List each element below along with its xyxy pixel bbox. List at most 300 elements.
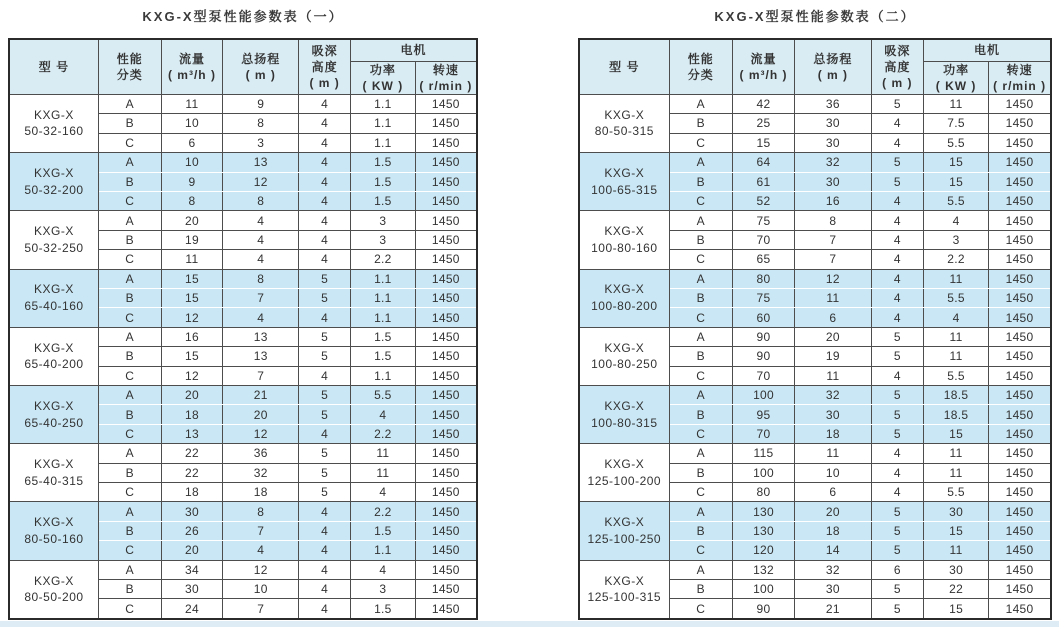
grade-cell: B [669, 288, 732, 307]
head-cell: 12 [223, 424, 299, 443]
flow-cell: 70 [732, 366, 794, 385]
power-cell: 11 [924, 444, 989, 463]
head-cell: 30 [795, 172, 871, 191]
grade-cell: C [98, 308, 161, 327]
head-cell: 6 [795, 308, 871, 327]
power-cell: 30 [924, 560, 989, 579]
power-cell: 4 [351, 560, 416, 579]
grade-cell: C [98, 424, 161, 443]
speed-cell: 1450 [989, 153, 1051, 172]
suction-cell: 5 [871, 153, 923, 172]
head-cell: 8 [223, 191, 299, 210]
speed-cell: 1450 [415, 94, 477, 113]
power-cell: 11 [924, 94, 989, 113]
flow-cell: 15 [161, 269, 223, 288]
grade-cell: C [98, 133, 161, 152]
power-cell: 3 [351, 230, 416, 249]
head-cell: 30 [795, 580, 871, 599]
flow-cell: 100 [732, 463, 794, 482]
speed-cell: 1450 [415, 521, 477, 540]
grade-cell: B [669, 114, 732, 133]
grade-cell: C [98, 599, 161, 619]
speed-cell: 1450 [415, 444, 477, 463]
grade-cell: A [98, 444, 161, 463]
flow-cell: 15 [161, 347, 223, 366]
head-cell: 4 [223, 230, 299, 249]
head-cell: 7 [795, 230, 871, 249]
model-cell: KXG-X 100-80-315 [579, 385, 669, 443]
suction-cell: 5 [299, 269, 351, 288]
power-column-header: 功率 ( KW ) [351, 61, 416, 94]
flow-cell: 100 [732, 385, 794, 404]
flow-cell: 90 [732, 599, 794, 619]
head-cell: 30 [795, 114, 871, 133]
grade-column-header: 性能 分类 [669, 39, 732, 94]
speed-cell: 1450 [415, 580, 477, 599]
grade-cell: A [669, 153, 732, 172]
speed-cell: 1450 [989, 385, 1051, 404]
suction-cell: 5 [299, 463, 351, 482]
speed-cell: 1450 [989, 483, 1051, 502]
head-cell: 36 [795, 94, 871, 113]
speed-cell: 1450 [989, 269, 1051, 288]
model-column-header: 型 号 [9, 39, 98, 94]
table-section-one [8, 0, 478, 627]
power-cell: 5.5 [924, 191, 989, 210]
head-cell: 13 [223, 347, 299, 366]
grade-cell: A [669, 502, 732, 521]
motor-column-header: 电机 [924, 39, 1051, 61]
power-cell: 4 [924, 211, 989, 230]
head-cell: 9 [223, 94, 299, 113]
head-cell: 3 [223, 133, 299, 152]
speed-cell: 1450 [415, 250, 477, 269]
speed-cell: 1450 [415, 153, 477, 172]
flow-cell: 15 [161, 288, 223, 307]
model-cell: KXG-X 100-65-315 [579, 153, 669, 211]
flow-cell: 10 [161, 114, 223, 133]
flow-cell: 132 [732, 560, 794, 579]
head-cell: 11 [795, 444, 871, 463]
suction-cell: 4 [299, 172, 351, 191]
pump-performance-table-two [578, 38, 1052, 620]
flow-cell: 20 [161, 211, 223, 230]
suction-cell: 4 [871, 366, 923, 385]
table-row [9, 560, 477, 579]
flow-cell: 130 [732, 521, 794, 540]
grade-cell: A [669, 211, 732, 230]
speed-cell: 1450 [989, 288, 1051, 307]
power-cell: 7.5 [924, 114, 989, 133]
speed-cell: 1450 [415, 327, 477, 346]
table-row [579, 211, 1051, 230]
speed-cell: 1450 [415, 172, 477, 191]
table-row [579, 269, 1051, 288]
speed-cell: 1450 [415, 424, 477, 443]
grade-cell: A [98, 385, 161, 404]
grade-cell: C [669, 133, 732, 152]
grade-cell: C [669, 366, 732, 385]
head-cell: 7 [223, 288, 299, 307]
grade-cell: B [669, 521, 732, 540]
suction-cell: 6 [871, 560, 923, 579]
power-cell: 1.5 [351, 347, 416, 366]
power-cell: 1.5 [351, 327, 416, 346]
suction-cell: 4 [299, 230, 351, 249]
flow-cell: 70 [732, 230, 794, 249]
suction-cell: 4 [871, 114, 923, 133]
flow-cell: 120 [732, 541, 794, 560]
speed-cell: 1450 [989, 250, 1051, 269]
head-cell: 18 [795, 424, 871, 443]
speed-cell: 1450 [989, 502, 1051, 521]
power-cell: 1.1 [351, 269, 416, 288]
head-cell: 30 [795, 133, 871, 152]
model-cell: KXG-X 125-100-200 [579, 444, 669, 502]
speed-cell: 1450 [415, 385, 477, 404]
model-cell: KXG-X 80-50-315 [579, 94, 669, 152]
speed-cell: 1450 [989, 172, 1051, 191]
power-cell: 4 [351, 405, 416, 424]
speed-cell: 1450 [989, 521, 1051, 540]
speed-cell: 1450 [415, 483, 477, 502]
speed-cell: 1450 [989, 444, 1051, 463]
speed-cell: 1450 [415, 560, 477, 579]
flow-cell: 12 [161, 308, 223, 327]
head-cell: 4 [223, 308, 299, 327]
speed-cell: 1450 [989, 211, 1051, 230]
grade-cell: C [98, 483, 161, 502]
head-cell: 18 [795, 521, 871, 540]
grade-cell: A [669, 444, 732, 463]
grade-cell: B [98, 114, 161, 133]
model-cell: KXG-X 100-80-160 [579, 211, 669, 269]
grade-cell: C [669, 599, 732, 619]
table-row [579, 327, 1051, 346]
speed-cell: 1450 [415, 541, 477, 560]
model-cell: KXG-X 80-50-160 [9, 502, 98, 560]
head-cell: 4 [223, 541, 299, 560]
head-cell: 32 [795, 153, 871, 172]
flow-cell: 20 [161, 541, 223, 560]
power-cell: 5.5 [924, 133, 989, 152]
head-cell: 14 [795, 541, 871, 560]
grade-cell: A [98, 269, 161, 288]
table-row [9, 153, 477, 172]
flow-cell: 64 [732, 153, 794, 172]
suction-cell: 5 [871, 599, 923, 619]
power-cell: 1.1 [351, 133, 416, 152]
flow-cell: 60 [732, 308, 794, 327]
header-row [579, 39, 1051, 61]
head-cell: 7 [223, 599, 299, 619]
flow-cell: 61 [732, 172, 794, 191]
grade-cell: B [669, 347, 732, 366]
suction-cell: 5 [299, 347, 351, 366]
grade-cell: C [669, 541, 732, 560]
power-cell: 1.1 [351, 288, 416, 307]
flow-cell: 22 [161, 463, 223, 482]
head-cell: 32 [795, 385, 871, 404]
model-cell: KXG-X 80-50-200 [9, 560, 98, 619]
power-cell: 3 [924, 230, 989, 249]
grade-cell: B [669, 405, 732, 424]
power-cell: 11 [924, 541, 989, 560]
grade-cell: A [98, 94, 161, 113]
grade-cell: A [669, 560, 732, 579]
grade-cell: A [669, 327, 732, 346]
suction-cell: 4 [299, 308, 351, 327]
head-cell: 16 [795, 191, 871, 210]
power-cell: 11 [924, 463, 989, 482]
speed-cell: 1450 [415, 191, 477, 210]
motor-column-header: 电机 [351, 39, 477, 61]
flow-cell: 75 [732, 211, 794, 230]
grade-cell: A [98, 153, 161, 172]
power-cell: 1.1 [351, 541, 416, 560]
suction-cell: 5 [299, 405, 351, 424]
model-column-header: 型 号 [579, 39, 669, 94]
speed-cell: 1450 [989, 366, 1051, 385]
grade-cell: B [98, 347, 161, 366]
grade-cell: A [669, 269, 732, 288]
grade-cell: B [98, 405, 161, 424]
head-cell: 32 [795, 560, 871, 579]
speed-cell: 1450 [415, 366, 477, 385]
flow-cell: 26 [161, 521, 223, 540]
flow-cell: 24 [161, 599, 223, 619]
table-row [579, 502, 1051, 521]
head-cell: 11 [795, 366, 871, 385]
head-cell: 7 [223, 521, 299, 540]
speed-cell: 1450 [989, 463, 1051, 482]
grade-cell: B [98, 463, 161, 482]
flow-cell: 18 [161, 405, 223, 424]
suction-cell: 4 [299, 133, 351, 152]
flow-cell: 65 [732, 250, 794, 269]
grade-cell: B [98, 521, 161, 540]
speed-cell: 1450 [989, 599, 1051, 619]
speed-cell: 1450 [415, 347, 477, 366]
flow-cell: 6 [161, 133, 223, 152]
flow-cell: 42 [732, 94, 794, 113]
head-cell: 21 [223, 385, 299, 404]
head-cell: 7 [795, 250, 871, 269]
grade-column-header: 性能 分类 [98, 39, 161, 94]
table-row [9, 211, 477, 230]
power-cell: 1.5 [351, 153, 416, 172]
power-cell: 15 [924, 153, 989, 172]
flow-cell: 75 [732, 288, 794, 307]
table-row [9, 327, 477, 346]
suction-cell: 5 [299, 288, 351, 307]
grade-cell: C [669, 308, 732, 327]
flow-cell: 16 [161, 327, 223, 346]
suction-column-header: 吸深 高度 ( m ) [299, 39, 351, 94]
suction-cell: 5 [871, 385, 923, 404]
head-column-header: 总扬程 ( m ) [223, 39, 299, 94]
speed-cell: 1450 [989, 133, 1051, 152]
power-column-header: 功率 ( KW ) [924, 61, 989, 94]
grade-cell: C [98, 541, 161, 560]
power-cell: 1.5 [351, 191, 416, 210]
power-cell: 15 [924, 521, 989, 540]
suction-cell: 4 [299, 541, 351, 560]
flow-cell: 11 [161, 94, 223, 113]
speed-cell: 1450 [989, 230, 1051, 249]
suction-cell: 5 [299, 385, 351, 404]
head-cell: 12 [223, 560, 299, 579]
power-cell: 15 [924, 424, 989, 443]
head-cell: 32 [223, 463, 299, 482]
power-cell: 1.5 [351, 599, 416, 619]
suction-cell: 5 [871, 502, 923, 521]
flow-cell: 13 [161, 424, 223, 443]
suction-cell: 4 [299, 560, 351, 579]
suction-cell: 4 [299, 250, 351, 269]
grade-cell: A [98, 327, 161, 346]
grade-cell: B [98, 288, 161, 307]
head-cell: 4 [223, 250, 299, 269]
suction-cell: 5 [299, 327, 351, 346]
flow-cell: 9 [161, 172, 223, 191]
suction-cell: 5 [871, 172, 923, 191]
head-cell: 20 [795, 327, 871, 346]
flow-cell: 19 [161, 230, 223, 249]
flow-cell: 52 [732, 191, 794, 210]
grade-cell: A [669, 385, 732, 404]
speed-cell: 1450 [989, 94, 1051, 113]
power-cell: 15 [924, 599, 989, 619]
suction-cell: 4 [871, 308, 923, 327]
suction-cell: 4 [299, 94, 351, 113]
flow-cell: 90 [732, 327, 794, 346]
model-cell: KXG-X 65-40-315 [9, 444, 98, 502]
table-row [9, 269, 477, 288]
speed-cell: 1450 [415, 502, 477, 521]
suction-cell: 4 [299, 191, 351, 210]
speed-cell: 1450 [989, 114, 1051, 133]
speed-cell: 1450 [989, 541, 1051, 560]
power-cell: 2.2 [351, 502, 416, 521]
head-cell: 20 [795, 502, 871, 521]
power-cell: 11 [351, 463, 416, 482]
grade-cell: C [98, 250, 161, 269]
power-cell: 5.5 [924, 288, 989, 307]
table-row [579, 385, 1051, 404]
model-cell: KXG-X 100-80-250 [579, 327, 669, 385]
pump-performance-table-one [8, 38, 478, 620]
suction-cell: 4 [299, 366, 351, 385]
power-cell: 2.2 [351, 250, 416, 269]
flow-column-header: 流量 ( m³/h ) [161, 39, 223, 94]
head-cell: 4 [223, 211, 299, 230]
speed-cell: 1450 [415, 133, 477, 152]
grade-cell: B [98, 230, 161, 249]
table-two-title: KXG-X型泵性能参数表（二） [714, 9, 916, 24]
grade-cell: A [98, 502, 161, 521]
flow-cell: 80 [732, 483, 794, 502]
power-cell: 11 [924, 347, 989, 366]
suction-column-header: 吸深 高度 ( m ) [871, 39, 923, 94]
suction-cell: 5 [871, 580, 923, 599]
table-row [9, 385, 477, 404]
power-cell: 1.5 [351, 172, 416, 191]
grade-cell: C [669, 191, 732, 210]
head-cell: 8 [223, 502, 299, 521]
head-cell: 20 [223, 405, 299, 424]
grade-cell: B [98, 580, 161, 599]
suction-cell: 4 [871, 463, 923, 482]
power-cell: 15 [924, 172, 989, 191]
grade-cell: C [669, 424, 732, 443]
head-cell: 7 [223, 366, 299, 385]
model-cell: KXG-X 50-32-200 [9, 153, 98, 211]
flow-cell: 8 [161, 191, 223, 210]
model-cell: KXG-X 65-40-250 [9, 385, 98, 443]
suction-cell: 4 [299, 424, 351, 443]
power-cell: 4 [351, 483, 416, 502]
speed-cell: 1450 [989, 560, 1051, 579]
table-row [9, 502, 477, 521]
head-cell: 8 [223, 269, 299, 288]
flow-cell: 130 [732, 502, 794, 521]
suction-cell: 4 [871, 269, 923, 288]
head-cell: 10 [223, 580, 299, 599]
suction-cell: 4 [871, 191, 923, 210]
power-cell: 22 [924, 580, 989, 599]
power-cell: 1.1 [351, 308, 416, 327]
speed-cell: 1450 [415, 211, 477, 230]
head-cell: 8 [223, 114, 299, 133]
suction-cell: 4 [871, 230, 923, 249]
power-cell: 1.1 [351, 94, 416, 113]
speed-cell: 1450 [415, 599, 477, 619]
flow-cell: 15 [732, 133, 794, 152]
grade-cell: B [98, 172, 161, 191]
suction-cell: 4 [871, 444, 923, 463]
suction-cell: 4 [871, 211, 923, 230]
grade-cell: B [669, 580, 732, 599]
model-cell: KXG-X 125-100-315 [579, 560, 669, 619]
suction-cell: 5 [871, 327, 923, 346]
head-cell: 13 [223, 327, 299, 346]
speed-cell: 1450 [989, 405, 1051, 424]
head-cell: 6 [795, 483, 871, 502]
grade-cell: B [669, 463, 732, 482]
page-bottom-strip [0, 621, 1059, 627]
suction-cell: 5 [871, 521, 923, 540]
model-cell: KXG-X 50-32-160 [9, 94, 98, 152]
flow-cell: 10 [161, 153, 223, 172]
power-cell: 11 [924, 327, 989, 346]
suction-cell: 4 [299, 114, 351, 133]
suction-cell: 5 [299, 444, 351, 463]
suction-cell: 4 [871, 133, 923, 152]
speed-cell: 1450 [415, 405, 477, 424]
model-cell: KXG-X 65-40-200 [9, 327, 98, 385]
grade-cell: B [669, 230, 732, 249]
grade-cell: C [98, 191, 161, 210]
suction-cell: 4 [871, 250, 923, 269]
speed-column-header: 转速 ( r/min ) [415, 61, 477, 94]
suction-cell: 4 [299, 502, 351, 521]
flow-cell: 30 [161, 502, 223, 521]
table-section-two [578, 0, 1052, 627]
power-cell: 3 [351, 580, 416, 599]
model-cell: KXG-X 125-100-250 [579, 502, 669, 560]
head-cell: 11 [795, 288, 871, 307]
